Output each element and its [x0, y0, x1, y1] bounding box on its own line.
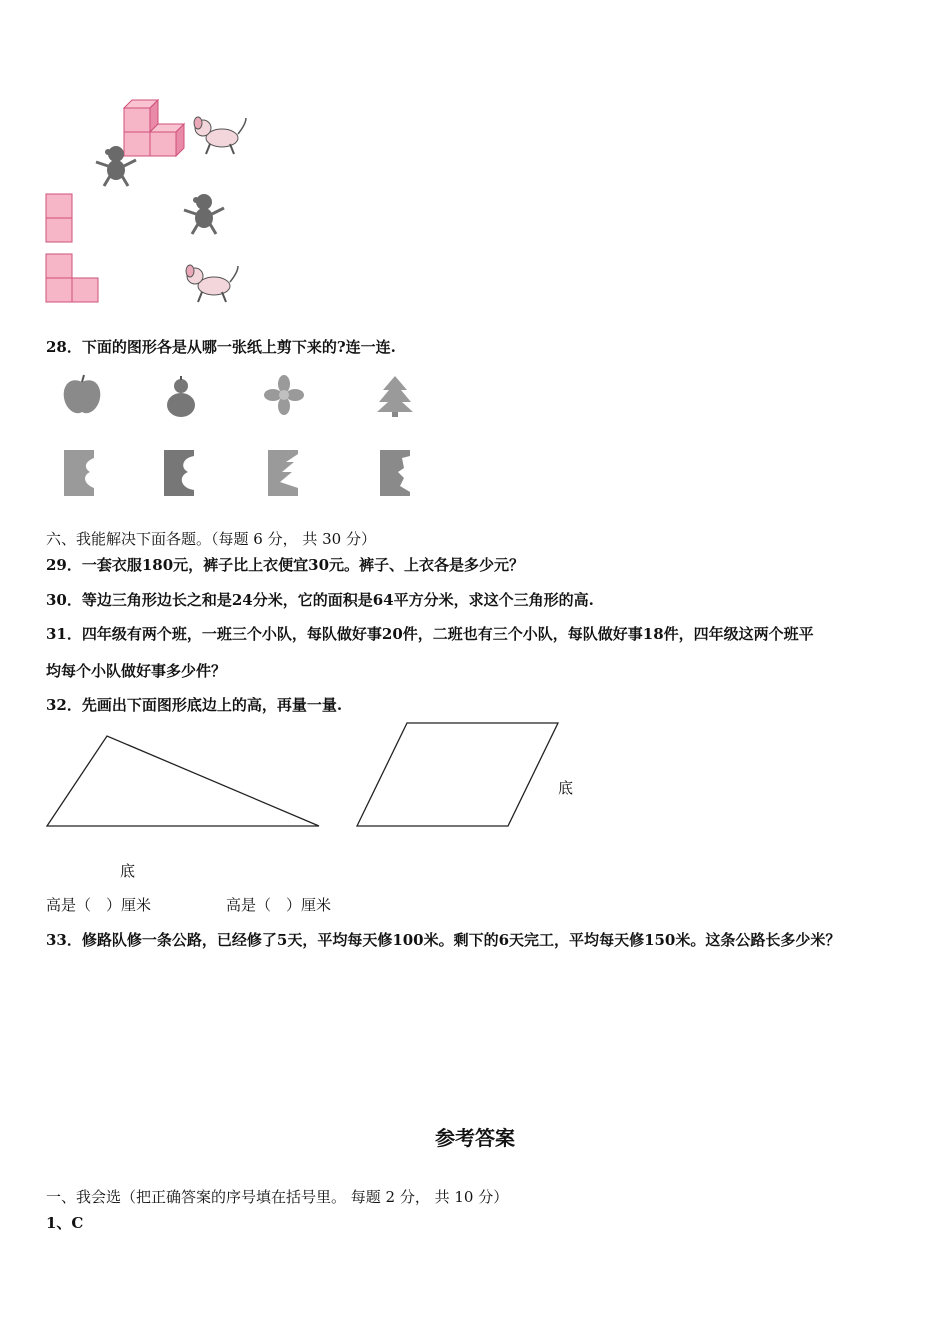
height-answer-1: 高是（ ）厘米 — [46, 896, 152, 914]
triangle-base-label: 底 — [120, 862, 136, 880]
question-30: 30．等边三角形边长之和是24分米，它的面积是64平方分米，求这个三角形的高. — [46, 591, 594, 609]
answers-title: 参考答案 — [435, 1126, 515, 1150]
question-29: 29．一套衣服180元，裤子比上衣便宜30元。裤子、上衣各是多少元？ — [46, 556, 525, 574]
question-33: 33．修路队修一条公路，已经修了5天，平均每天修100米。剩下的6天完工，平均每天修150米。这条公路长多少米？ — [46, 931, 841, 949]
answers-section-1: 一、我会选（把正确答案的序号填在括号里。 每题 2 分， 共 10 分） — [46, 1188, 509, 1206]
parallelogram-base-label: 底 — [558, 779, 574, 797]
question-31-line1: 31．四年级有两个班，一班三个小队，每队做好事20件，二班也有三个小队，每队做好事18件，四年级这两个班平 — [46, 625, 814, 643]
section-6-heading: 六、我能解决下面各题。（每题 6 分， 共 30 分） — [46, 530, 376, 548]
question-28: 28．下面的图形各是从哪一张纸上剪下来的?连一连. — [46, 338, 396, 356]
question-31-line2: 均每个小队做好事多少件？ — [46, 662, 227, 680]
height-answer-2: 高是（ ）厘米 — [226, 896, 332, 914]
answer-1: 1、C — [46, 1214, 84, 1232]
question-32: 32．先画出下面图形底边上的高，再量一量. — [46, 696, 343, 714]
